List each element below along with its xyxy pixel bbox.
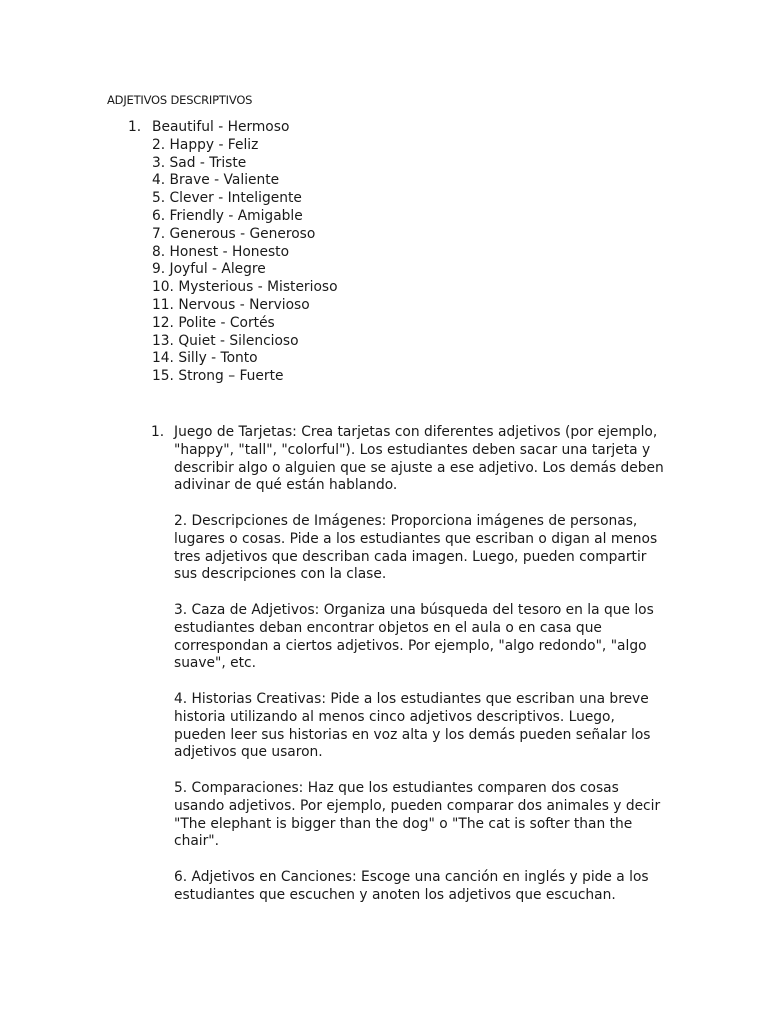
vocabulary-text: 2. Happy - Feliz: [152, 136, 259, 153]
vocabulary-text: 14. Silly - Tonto: [152, 350, 258, 367]
activity-text: 3. Caza de Adjetivos: Organiza una búsqueda del tesoro en la que los estudiantes deban encontrar objetos en el aula o en casa que correspondan a ciertos adjetivos. Por ejemplo, "algo redondo", "algo suave", etc.: [174, 601, 654, 672]
list-number: 1.: [151, 424, 165, 440]
activity-item: [151, 513, 671, 584]
vocabulary-item: [128, 368, 338, 386]
vocabulary-item: [128, 172, 338, 190]
activity-item: [151, 602, 671, 673]
vocabulary-text: 9. Joyful - Alegre: [152, 261, 266, 278]
vocabulary-text: 12. Polite - Cortés: [152, 314, 275, 331]
activity-item: [151, 780, 671, 851]
vocabulary-text: 13. Quiet - Silencioso: [152, 332, 299, 349]
activities-list: [151, 424, 671, 922]
activity-text: 5. Comparaciones: Haz que los estudiantes comparen dos cosas usando adjetivos. Por ejemplo, pueden comparar dos animales y decir "The elephant is bigger than the dog" o "The cat is softer than the chair".: [174, 779, 661, 850]
vocabulary-text: 6. Friendly - Amigable: [152, 207, 303, 224]
activity-text: 4. Historias Creativas: Pide a los estudiantes que escriban una breve historia utilizando al menos cinco adjetivos descriptivos. Luego, pueden leer sus historias en voz alta y los demás pueden señalar los adjetivos que usaron.: [174, 690, 651, 761]
vocabulary-item: [128, 333, 338, 351]
activity-item: [151, 869, 671, 905]
vocabulary-item: [128, 226, 338, 244]
vocabulary-text: Beautiful - Hermoso: [152, 119, 290, 135]
activity-text: 2. Descripciones de Imágenes: Proporciona imágenes de personas, lugares o cosas. Pide a los estudiantes que escriban o digan al menos tres adjetivos que describan cada imagen. Luego, pueden compartir sus descripciones con la clase.: [174, 512, 658, 583]
vocabulary-list: [128, 119, 338, 386]
vocabulary-item: [128, 137, 338, 155]
vocabulary-item: [128, 190, 338, 208]
vocabulary-item: [128, 315, 338, 333]
vocabulary-item: [128, 261, 338, 279]
vocabulary-text: 11. Nervous - Nervioso: [152, 296, 310, 313]
list-number: 1.: [128, 119, 142, 135]
vocabulary-text: 8. Honest - Honesto: [152, 243, 290, 260]
vocabulary-item: [128, 279, 338, 297]
activity-text: 6. Adjetivos en Canciones: Escoge una canción en inglés y pide a los estudiantes que escuchen y anoten los adjetivos que escuchan.: [174, 868, 649, 903]
vocabulary-text: 4. Brave - Valiente: [152, 172, 280, 189]
vocabulary-text: 5. Clever - Inteligente: [152, 190, 302, 207]
vocabulary-item: [128, 244, 338, 262]
vocabulary-item: [128, 208, 338, 226]
activity-item: [151, 424, 671, 495]
vocabulary-text: 3. Sad - Triste: [152, 154, 247, 171]
vocabulary-text: 15. Strong – Fuerte: [152, 368, 284, 385]
vocabulary-item: [128, 297, 338, 315]
vocabulary-text: 10. Mysterious - Misterioso: [152, 279, 338, 296]
activity-item: [151, 691, 671, 762]
vocabulary-item: [128, 350, 338, 368]
vocabulary-text: 7. Generous - Generoso: [152, 225, 316, 242]
activity-text: Juego de Tarjetas: Crea tarjetas con diferentes adjetivos (por ejemplo, "happy", "tall", "colorful"). Los estudiantes deben sacar una tarjeta y describir algo o alguien que se ajuste a ese adjetivo. Los demás deben adivinar de qué están hablando.: [174, 424, 664, 494]
document-title: ADJETIVOS DESCRIPTIVOS: [107, 93, 253, 107]
vocabulary-item: [128, 119, 338, 137]
vocabulary-item: [128, 155, 338, 173]
